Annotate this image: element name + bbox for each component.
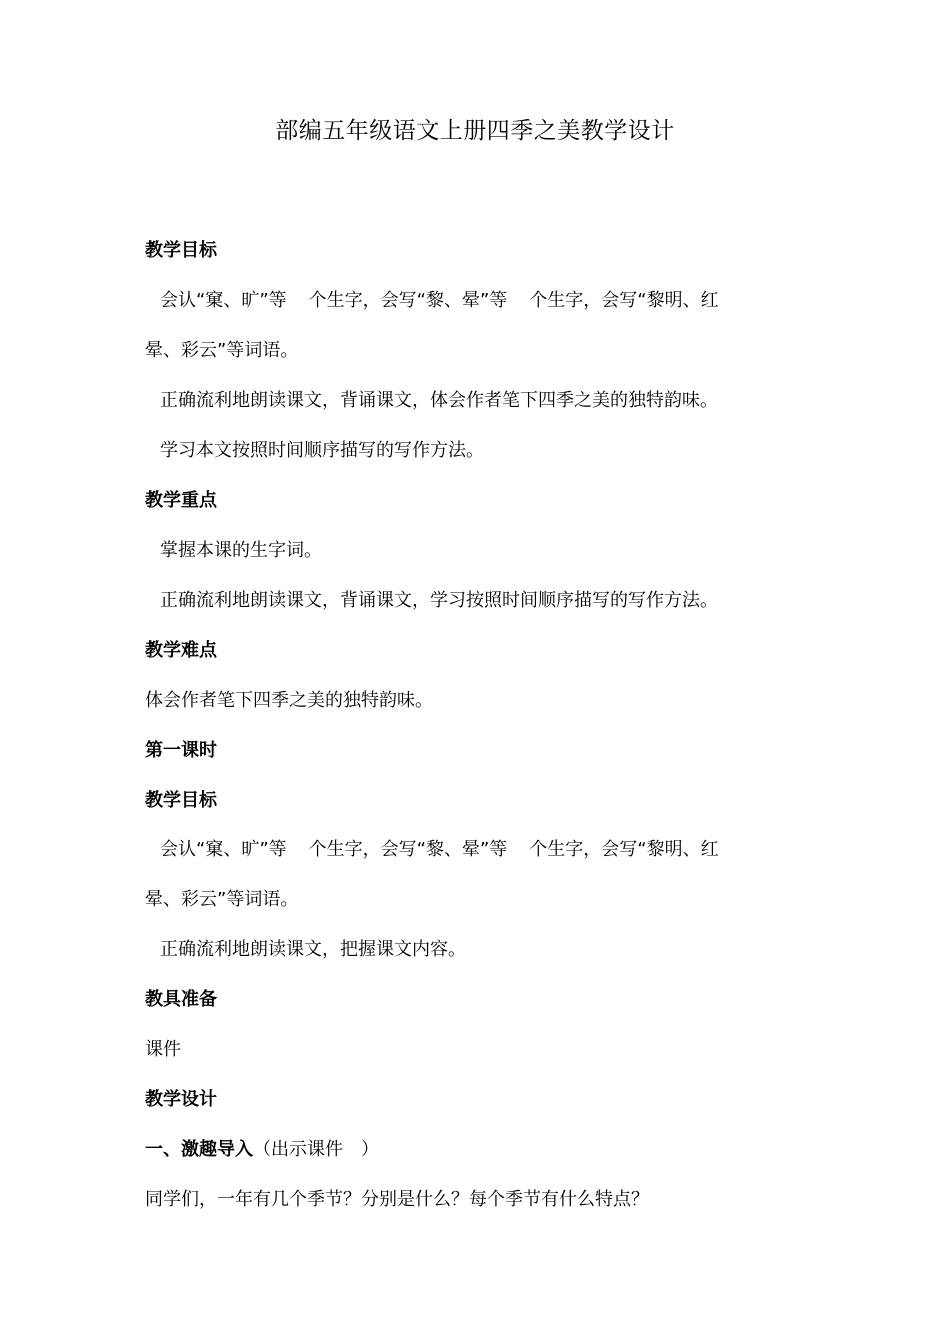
- objectives2-paragraph-2: 正确流利地朗读课文，把握课文内容。: [160, 939, 466, 960]
- section-heading-key-points: 教学重点: [145, 490, 217, 511]
- objectives-paragraph-1-cont: 晕、彩云”等词语。: [145, 340, 299, 361]
- objectives-paragraph-2: 正确流利地朗读课文，背诵课文，体会作者笔下四季之美的独特韵味。: [160, 390, 718, 411]
- section-heading-materials: 教具准备: [145, 989, 217, 1010]
- text-segment: 个生字，会写“黎明、红: [529, 839, 719, 860]
- text-segment: 会认“窠、旷”等: [160, 290, 287, 311]
- materials-paragraph-1: 课件: [145, 1039, 181, 1060]
- key-points-paragraph-1: 掌握本课的生字词。: [160, 540, 322, 561]
- section-heading-objectives-2: 教学目标: [145, 790, 217, 811]
- objectives2-paragraph-1: [160, 837, 825, 863]
- lesson-heading: 第一课时: [145, 740, 217, 761]
- objectives2-paragraph-1-cont: 晕、彩云”等词语。: [145, 889, 299, 910]
- text-segment: 个生字，会写“黎、晕”等: [308, 290, 508, 311]
- key-points-paragraph-2: 正确流利地朗读课文，背诵课文，学习按照时间顺序描写的写作方法。: [160, 590, 718, 611]
- page-title: 部编五年级语文上册四季之美教学设计: [275, 118, 675, 144]
- design-paragraph-1: 同学们，一年有几个季节？分别是什么？每个季节有什么特点？: [145, 1189, 649, 1210]
- section-heading-objectives: 教学目标: [145, 240, 217, 261]
- section-heading-difficulties: 教学难点: [145, 640, 217, 661]
- step-title: 一、激趣导入: [145, 1139, 253, 1160]
- objectives-paragraph-1: [160, 288, 825, 314]
- objectives-paragraph-3: 学习本文按照时间顺序描写的写作方法。: [160, 440, 484, 461]
- design-step-1: [145, 1137, 810, 1163]
- difficulties-paragraph-1: 体会作者笔下四季之美的独特韵味。: [145, 690, 433, 711]
- text-segment: 会认“窠、旷”等: [160, 839, 287, 860]
- section-heading-design: 教学设计: [145, 1089, 217, 1110]
- text-segment: 个生字，会写“黎、晕”等: [308, 839, 508, 860]
- text-segment: 个生字，会写“黎明、红: [529, 290, 719, 311]
- step-note: （出示课件 ）: [253, 1139, 379, 1160]
